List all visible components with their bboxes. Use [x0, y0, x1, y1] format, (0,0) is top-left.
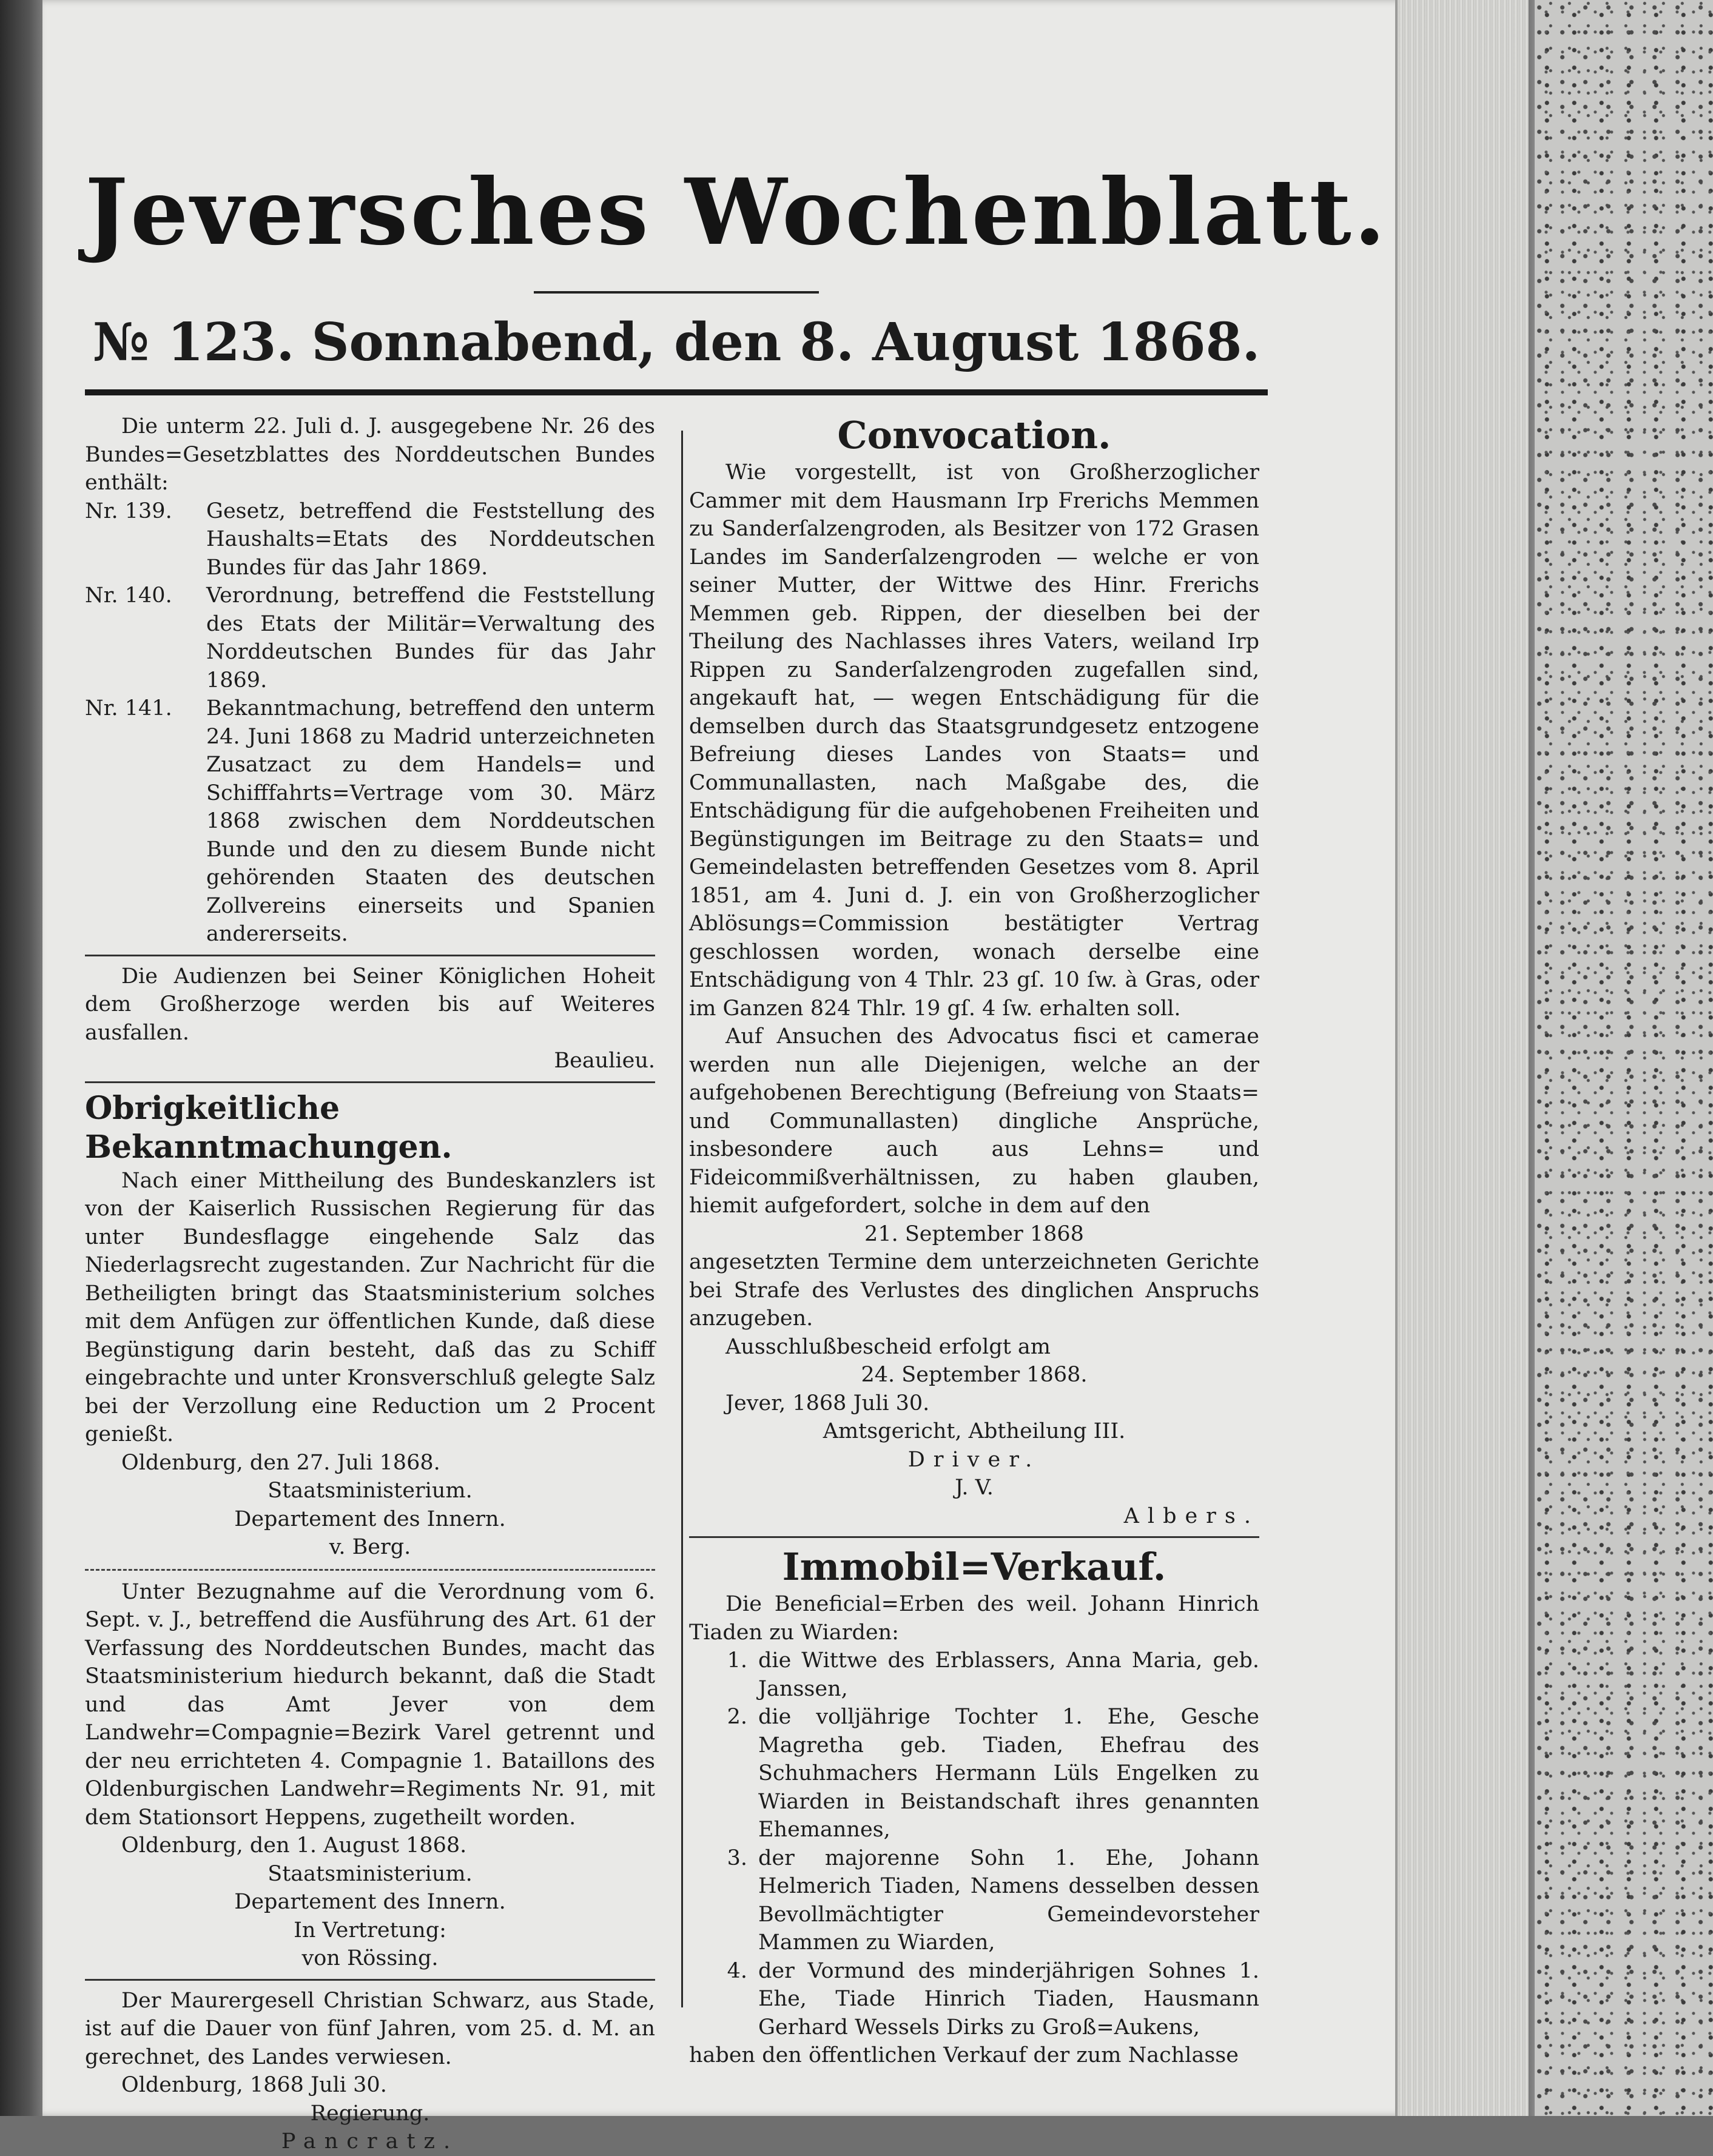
page-edges: [1395, 0, 1537, 2116]
landwehr-sign: Departement des Innern.: [234, 1890, 506, 1914]
convocation-heading: Convocation.: [837, 413, 1111, 457]
immobil-intro: Die Beneficial=Erben des weil. Johann Hinrich Tiaden zu Wiarden:: [689, 1592, 1259, 1645]
list-item: [689, 1703, 1259, 1844]
scan-background-left: [0, 0, 49, 2116]
item-number: Nr. 139.: [85, 499, 172, 523]
convocation-sign: Amtsgericht, Abtheilung III.: [823, 1419, 1126, 1443]
convocation-text: Wie vorgestellt, ist von Großherzoglicher Cammer mit dem Hausmann Irp Frerichs Memmen zu Sanderſalzengroden, als Besitzer von 172 Grasen Landes im Sanderſalzengroden — welche er von seiner Mutter, der Wittwe des Hinr. Frerichs Memmen geb. Rippen, der dieselben bei der Theilung des Nachlasses ihres Vaters, weiland Irp Rippen zu Sanderſalzengroden zugefallen sind, angekauft hat, — wegen Entschädigung für die demselben durch das Staatsgrundgesetz entzogene Befreiung dieses Landes von Staats= und Communallasten, nach Maßgabe des, die Entschädigung für die aufgehobenen Freiheiten und Begünstigungen im Beitrage zu den Staats= und Gemeindelasten betreffenden Gesetzes vom 8. April 1851, am 4. Juni d. J. ein von Großherzoglicher Ablösungs=Commission bestätigter Vertrag geschlossen worden, wonach derselbe eine Entschädigung von 4 Thlr. 23 gſ. 10 ſw. à Gras, oder im Ganzen 824 Thlr. 19 gſ. 4 ſw. erhalten soll.: [689, 460, 1259, 1021]
masthead-title: Jeversches Wochenblatt.: [85, 159, 1388, 266]
section-separator: [85, 1569, 655, 1571]
obrigkeitliche-place: Oldenburg, den 27. Juli 1868.: [121, 1450, 440, 1475]
item-text: die Wittwe des Erblassers, Anna Maria, geb. Janssen,: [758, 1648, 1259, 1701]
right-column: [668, 412, 1259, 2156]
issue-number: № 123.: [92, 312, 295, 373]
convocation-sign: Albers.: [1123, 1503, 1259, 1528]
maurer-sign: Regierung.: [310, 2101, 430, 2126]
book-cover-edge: [1535, 0, 1713, 2116]
item-number: 2.: [727, 1705, 747, 1729]
immobil-tail: haben den öffentlichen Verkauf der zum Nachlasse: [689, 2043, 1239, 2067]
convocation-text-4: Ausschlußbescheid erfolgt am: [725, 1334, 1051, 1359]
gesetzblatt-intro: Die unterm 22. Juli d. J. ausgegebene Nr. 26 des Bundes=Gesetzblattes des Norddeutschen Bundes enthält:: [85, 414, 655, 495]
maurer-sign: Pancratz.: [281, 2129, 459, 2154]
item-text: Gesetz, betreffend die Feststellung des Haushalts=Etats des Norddeutschen Bundes für das Jahr 1869.: [206, 499, 655, 580]
item-text: Bekanntmachung, betreffend den unterm 24. Juni 1868 zu Madrid unterzeichneten Zusatzact zu dem Handels= und Schifffahrts=Vertrage vom 30. März 1868 zwischen dem Norddeutschen Bunde und den zu diesem Bunde nicht gehörenden Staaten des deutschen Zollvereins einerseits und Spanien andererseits.: [206, 696, 655, 946]
maurer-place: Oldenburg, 1868 Juli 30.: [121, 2073, 387, 2097]
list-item: [689, 1844, 1259, 1957]
section-separator: [85, 955, 655, 956]
landwehr-place: Oldenburg, den 1. August 1868.: [121, 1833, 467, 1858]
obrigkeitliche-sign: v. Berg.: [329, 1535, 411, 1559]
section-separator: [85, 1081, 655, 1083]
obrigkeitliche-sign: Staatsministerium.: [268, 1479, 473, 1503]
obrigkeitliche-text: Nach einer Mittheilung des Bundeskanzlers ist von der Kaiserlich Russischen Regierung für das unter Bundesflagge eingehende Salz das Niederlagsrecht zugestanden. Zur Nachricht für die Betheiligten bringt das Staatsministerium solches mit dem Anfügen zur öffentlichen Kunde, daß diese Begünstigung darin besteht, daß das zu Schiff eingebrachte und unter Kronsverschluß gelegte Salz bei der Verzollung eine Reduction um 2 Procent genießt.: [85, 1168, 655, 1446]
convocation-sign: J. V.: [955, 1476, 994, 1500]
item-number: Nr. 141.: [85, 696, 172, 720]
convocation-place: Jever, 1868 Juli 30.: [725, 1391, 930, 1416]
item-number: Nr. 140.: [85, 583, 172, 608]
item-number: 1.: [727, 1648, 747, 1673]
immobil-heading: Immobil=Verkauf.: [782, 1545, 1166, 1589]
audienzen-signature: Beaulieu.: [554, 1049, 655, 1073]
section-separator: [689, 1536, 1259, 1538]
left-column: [85, 412, 668, 2156]
item-text: die volljährige Tochter 1. Ehe, Gesche Magretha geb. Tiaden, Ehefrau des Schuhmachers Hermann Lüls Engelken zu Wiarden in Beistandschaft ihres genannten Ehemannes,: [758, 1705, 1259, 1842]
landwehr-text: Unter Bezugnahme auf die Verordnung vom 6. Sept. v. J., betreffend die Ausführung des Art. 61 der Verfassung des Norddeutschen Bundes, macht das Staatsministerium hiedurch bekannt, daß die Stadt und das Amt Jever von dem Landwehr=Compagnie=Bezirk Varel getrennt und der neu errichteten 4. Compagnie 1. Bataillons des Oldenburgischen Landwehr=Regiments Nr. 91, mit dem Stationsort Heppens, zugetheilt worden.: [85, 1579, 655, 1830]
columns: [85, 412, 1268, 2156]
landwehr-sign: In Vertretung:: [294, 1918, 446, 1943]
audienzen-notice: Die Audienzen bei Seiner Königlichen Hoheit dem Großherzoge werden bis auf Weiteres ausfallen.: [85, 964, 655, 1045]
list-item: [85, 694, 655, 949]
issue-line: [85, 312, 1268, 378]
item-text: Verordnung, betreffend die Feststellung des Etats der Militär=Verwaltung des Norddeutschen Bundes für das Jahr 1869.: [206, 583, 655, 693]
landwehr-sign: Staatsministerium.: [268, 1861, 473, 1886]
item-number: 4.: [727, 1958, 747, 1983]
item-text: der majorenne Sohn 1. Ehe, Johann Helmerich Tiaden, Namens desselben dessen Bevollmächtigter Gemeindevorsteher Mammen zu Wiarden,: [758, 1845, 1259, 1955]
header-rule: [85, 389, 1268, 395]
list-item: [689, 1647, 1259, 1703]
convocation-date: 24. September 1868.: [861, 1363, 1088, 1387]
masthead-rule: [534, 291, 819, 294]
convocation-text-2: Auf Ansuchen des Advocatus fisci et camerae werden nun alle Diejenigen, welche an der aufgehobenen Berechtigung (Befreiung von Staats= und Communallasten) dingliche Ansprüche, insbesondere auch aus Lehns= und Fideicommißverhältnissen, zu haben glauben, hiemit aufgefordert, solche in dem auf den: [689, 1024, 1259, 1218]
convocation-text-3: angesetzten Termine dem unterzeichneten Gerichte bei Strafe des Verlustes des dinglichen Anspruchs anzugeben.: [689, 1250, 1259, 1331]
list-item: [85, 497, 655, 582]
landwehr-sign: von Rössing.: [301, 1946, 439, 1970]
item-number: 3.: [727, 1845, 747, 1870]
list-item: [689, 1957, 1259, 2042]
section-separator: [85, 1979, 655, 1981]
maurer-text: Der Maurergesell Christian Schwarz, aus Stade, ist auf die Dauer von fünf Jahren, vom 25. d. M. an gerechnet, des Landes verwiesen.: [85, 1988, 655, 2069]
obrigkeitliche-heading: Obrigkeitliche Bekanntmachungen.: [85, 1089, 453, 1166]
item-text: der Vormund des minderjährigen Sohnes 1. Ehe, Tiade Hinrich Tiaden, Hausmann Gerhard Wessels Dirks zu Groß=Aukens,: [758, 1958, 1259, 2040]
column-divider: [681, 431, 683, 2007]
convocation-date: 21. September 1868: [864, 1221, 1084, 1246]
page-content: [85, 139, 1388, 2156]
obrigkeitliche-sign: Departement des Innern.: [234, 1506, 506, 1531]
list-item: [85, 582, 655, 694]
issue-date: Sonnabend, den 8. August 1868.: [311, 312, 1260, 373]
convocation-sign: Driver.: [907, 1447, 1041, 1472]
